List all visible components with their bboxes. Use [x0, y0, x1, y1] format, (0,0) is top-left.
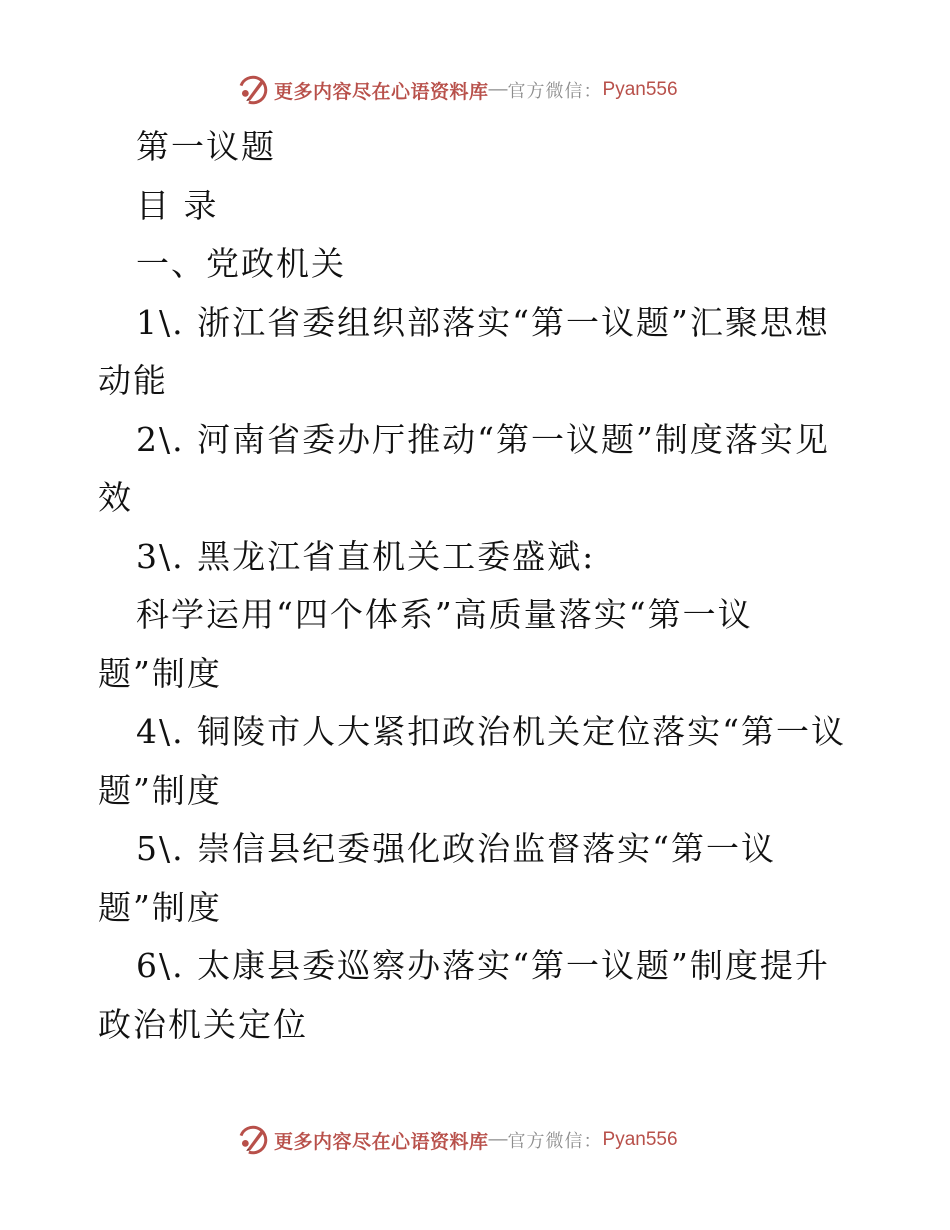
text-line: 题”制度 [98, 770, 222, 810]
text-line: 3\. 黑龙江省直机关工委盛斌: [136, 536, 596, 576]
footer-watermark [236, 1120, 678, 1160]
watermark-dash: — [488, 79, 508, 100]
text-line: 2\. 河南省委办厅推动“第一议题”制度落实见 [136, 419, 830, 459]
text-line: 目 录 [136, 185, 219, 225]
text-line: 1\. 浙江省委组织部落实“第一议题”汇聚思想 [136, 302, 830, 342]
document-body [98, 118, 858, 1054]
quill-pen-logo-icon [236, 73, 270, 107]
text-line: 题”制度 [98, 887, 222, 927]
watermark-wechat-id: Pyan556 [602, 79, 678, 100]
watermark-official: 官方微信： [507, 81, 603, 102]
quill-pen-logo-icon [236, 1123, 270, 1157]
header-watermark [236, 70, 678, 110]
text-line: 5\. 崇信县纪委强化政治监督落实“第一议 [136, 829, 776, 868]
text-line: 6\. 太康县委巡察办落实“第一议题”制度提升 [136, 946, 830, 985]
watermark-brand: 更多内容尽在心语资料库 [274, 80, 489, 103]
text-line: 一、党政机关 [136, 244, 346, 283]
watermark-official: 官方微信： [507, 1131, 603, 1152]
text-line: 4\. 铜陵市人大紧扣政治机关定位落实“第一议 [136, 712, 846, 751]
watermark-wechat-id: Pyan556 [602, 1129, 678, 1150]
text-line: 动能 [98, 361, 168, 400]
text-line: 题”制度 [98, 653, 222, 693]
text-line: 政治机关定位 [98, 1004, 308, 1044]
text-line: 科学运用“四个体系”高质量落实“第一议 [136, 595, 753, 634]
text-line: 效 [98, 478, 133, 517]
text-line: 第一议题 [136, 127, 276, 166]
watermark-brand: 更多内容尽在心语资料库 [274, 1130, 489, 1153]
watermark-dash: — [488, 1129, 508, 1150]
